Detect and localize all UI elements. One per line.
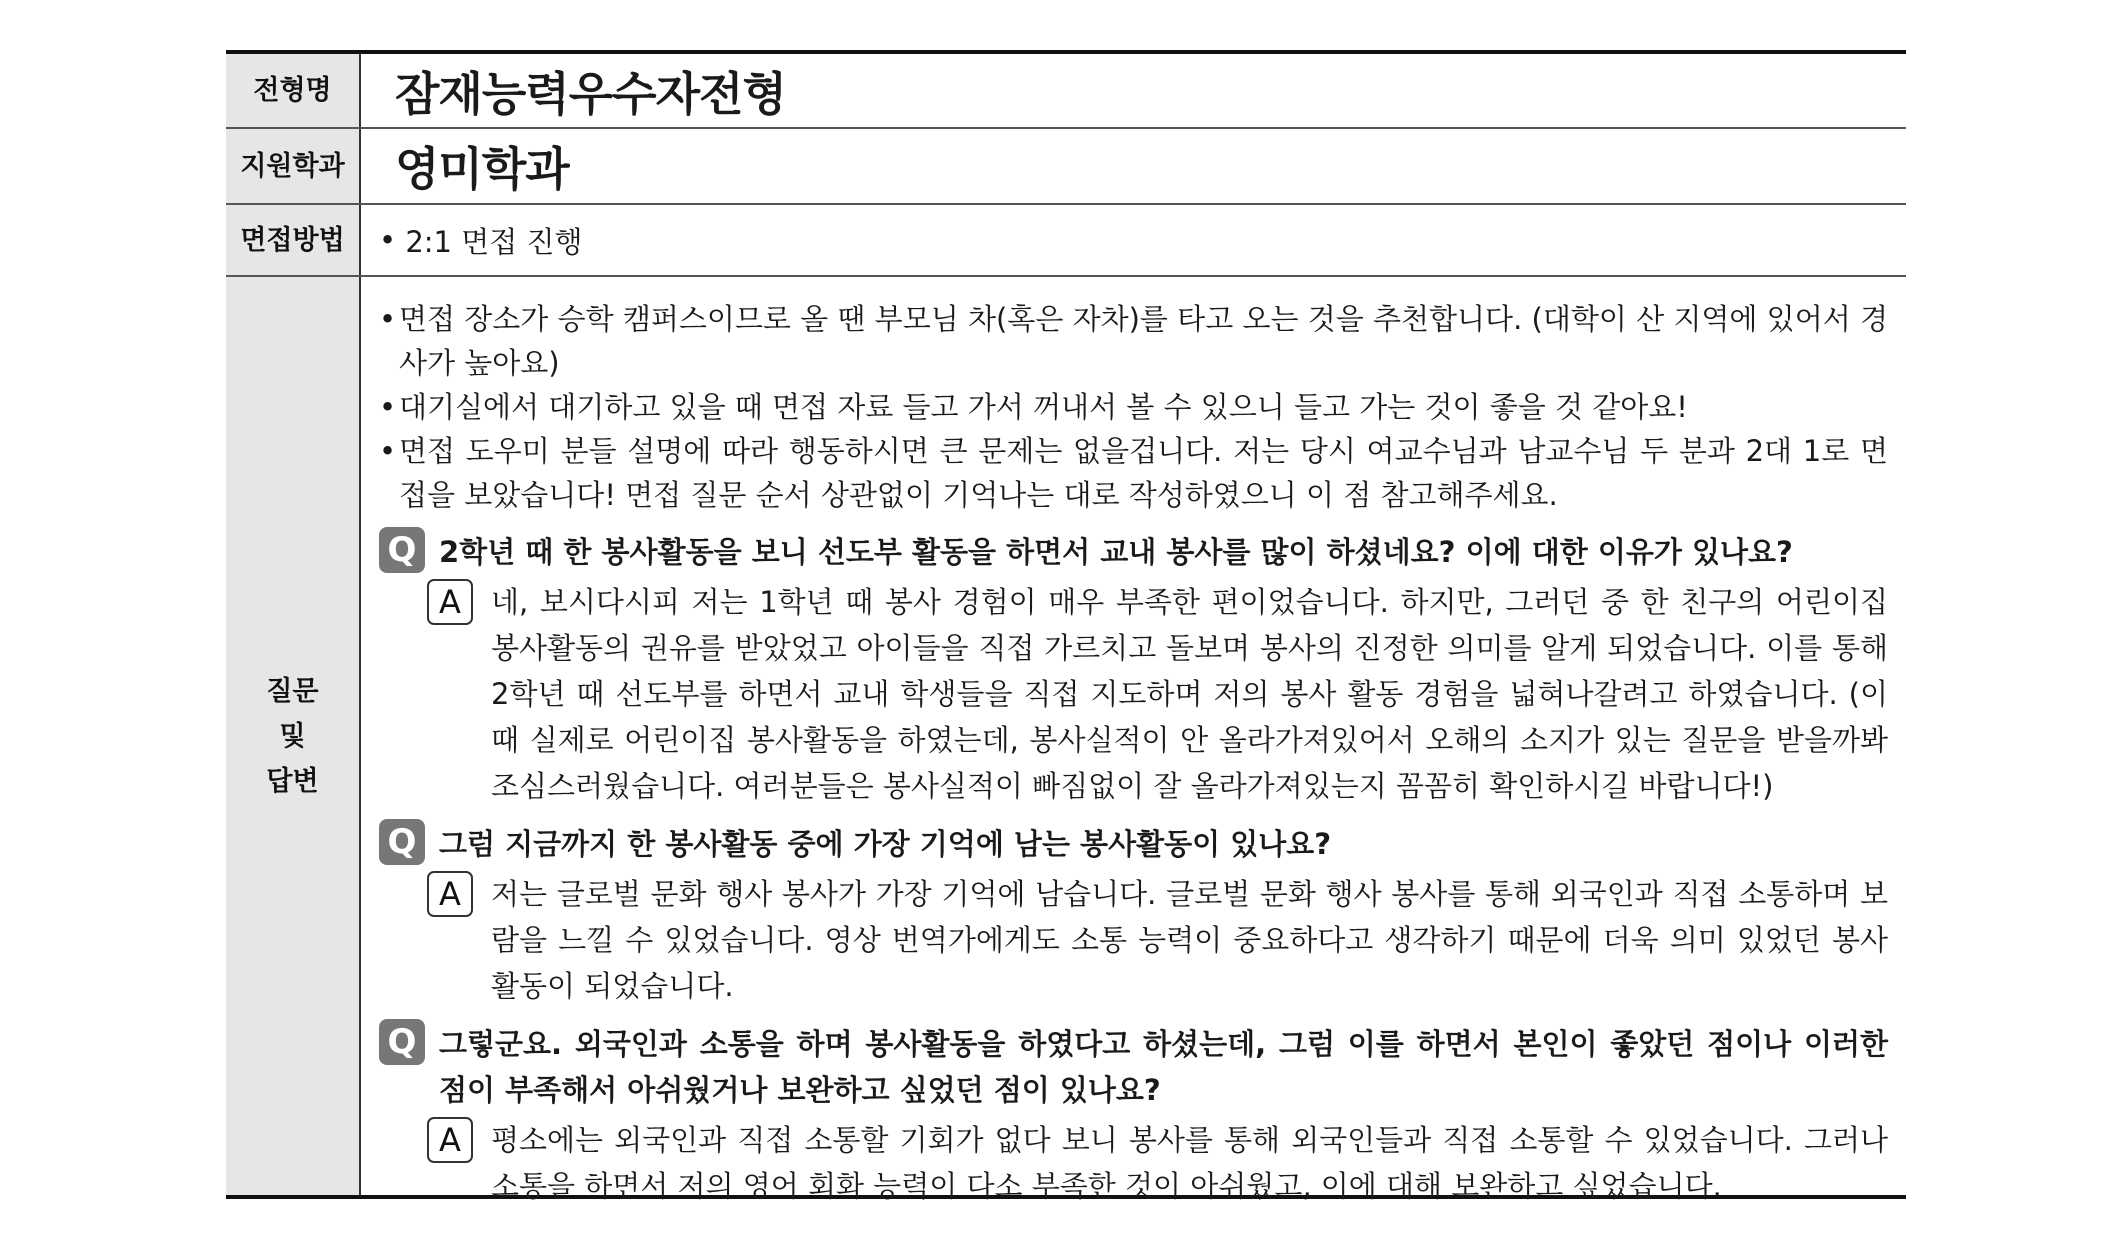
note-item (379, 385, 1888, 429)
interview-method-value (361, 205, 1906, 275)
bullet: • (379, 223, 397, 257)
answer-badge-icon: A (427, 871, 473, 917)
note-item (379, 297, 1888, 385)
department-value: 영미학과 (395, 142, 569, 196)
answer-text: 저는 글로벌 문화 행사 봉사가 가장 기억에 남습니다. 글로벌 문화 행사 봉사를 통해 외국인과 직접 소통하며 보람을 느낄 수 있었습니다. 영상 번역가에게도 소통 능력이 중요하다고 생각하기 때문에 더욱 의미 있었던 봉사활동이 되었습니다. (491, 877, 1888, 1003)
note-text: 면접 도우미 분들 설명에 따라 행동하시면 큰 문제는 없을겁니다. 저는 당시 여교수님과 남교수님 두 분과 2대 1로 면접을 보았습니다! 면접 질문 순서 상관없이 기억나는 대로 작성하였으니 이 점 참고해주세요. (399, 434, 1888, 512)
question-item (379, 529, 1888, 575)
row-interview-method (226, 205, 1906, 277)
qa-label-line: 답변 (266, 765, 319, 797)
answer-badge-icon: A (427, 579, 473, 625)
qa-label (226, 277, 361, 1195)
qa-label-line: 및 (279, 720, 306, 752)
question-badge-icon: Q (379, 819, 425, 865)
department-label: 지원학과 (226, 129, 361, 203)
question-item (379, 821, 1888, 867)
question-text: 2학년 때 한 봉사활동을 보니 선도부 활동을 하면서 교내 봉사를 많이 하셨네요? 이에 대한 이유가 있나요? (439, 535, 1793, 569)
row-questions-answers (226, 277, 1906, 1203)
question-text: 그렇군요. 외국인과 소통을 하며 봉사활동을 하였다고 하셨는데, 그럼 이를 하면서 본인이 좋았던 점이나 이러한 점이 부족해서 아쉬웠거나 보완하고 싶었던 점이 있나요? (439, 1027, 1888, 1107)
bullet: • (379, 302, 397, 336)
row-department (226, 129, 1906, 205)
answer-item (427, 1117, 1888, 1209)
question-badge-icon: Q (379, 1019, 425, 1065)
question-text: 그럼 지금까지 한 봉사활동 중에 가장 기억에 남는 봉사활동이 있나요? (439, 827, 1332, 861)
bullet: • (379, 390, 397, 424)
qa-content (361, 277, 1906, 1203)
row-admission-type (226, 54, 1906, 129)
admission-type-value: 잠재능력우수자전형 (395, 66, 786, 121)
answer-text: 평소에는 외국인과 직접 소통할 기회가 없다 보니 봉사를 통해 외국인들과 직접 소통할 수 있었습니다. 그러나 소통을 하면서 저의 영어 회화 능력이 다소 부족한 것이 아쉬웠고, 이에 대해 보완하고 싶었습니다. (491, 1123, 1888, 1203)
interview-method-label: 면접방법 (226, 205, 361, 275)
bullet: • (379, 434, 397, 468)
question-item (379, 1021, 1888, 1113)
note-text: 대기실에서 대기하고 있을 때 면접 자료 들고 가서 꺼내서 볼 수 있으니 들고 가는 것이 좋을 것 같아요! (399, 390, 1688, 424)
question-badge-icon: Q (379, 527, 425, 573)
answer-badge-icon: A (427, 1117, 473, 1163)
answer-item (427, 579, 1888, 809)
answer-item (427, 871, 1888, 1009)
admission-type-label: 전형명 (226, 54, 361, 127)
interview-method-text: 2:1 면접 진행 (405, 224, 583, 259)
note-text: 면접 장소가 승학 캠퍼스이므로 올 땐 부모님 차(혹은 자차)를 타고 오는 것을 추천합니다. (대학이 산 지역에 있어서 경사가 높아요) (399, 302, 1888, 380)
answer-text: 네, 보시다시피 저는 1학년 때 봉사 경험이 매우 부족한 편이었습니다. 하지만, 그러던 중 한 친구의 어린이집 봉사활동의 권유를 받았었고 아이들을 직접 가르치고 돌보며 봉사의 진정한 의미를 알게 되었습니다. 이를 통해 2학년 때 선도부를 하면서 교내 학생들을 직접 지도하며 저의 봉사 활동 경험을 넓혀나갈려고 하였습니다. (이때 실제로 어린이집 봉사활동을 하였는데, 봉사실적이 안 올라가져있어서 오해의 소지가 있는 질문을 받을까봐 조심스러웠습니다. 여러분들은 봉사실적이 빠짐없이 잘 올라가져있는지 꼼꼼히 확인하시길 바랍니다!) (491, 585, 1888, 803)
note-item (379, 429, 1888, 517)
qa-label-line: 질문 (266, 675, 319, 707)
interview-form-table (226, 50, 1906, 1203)
